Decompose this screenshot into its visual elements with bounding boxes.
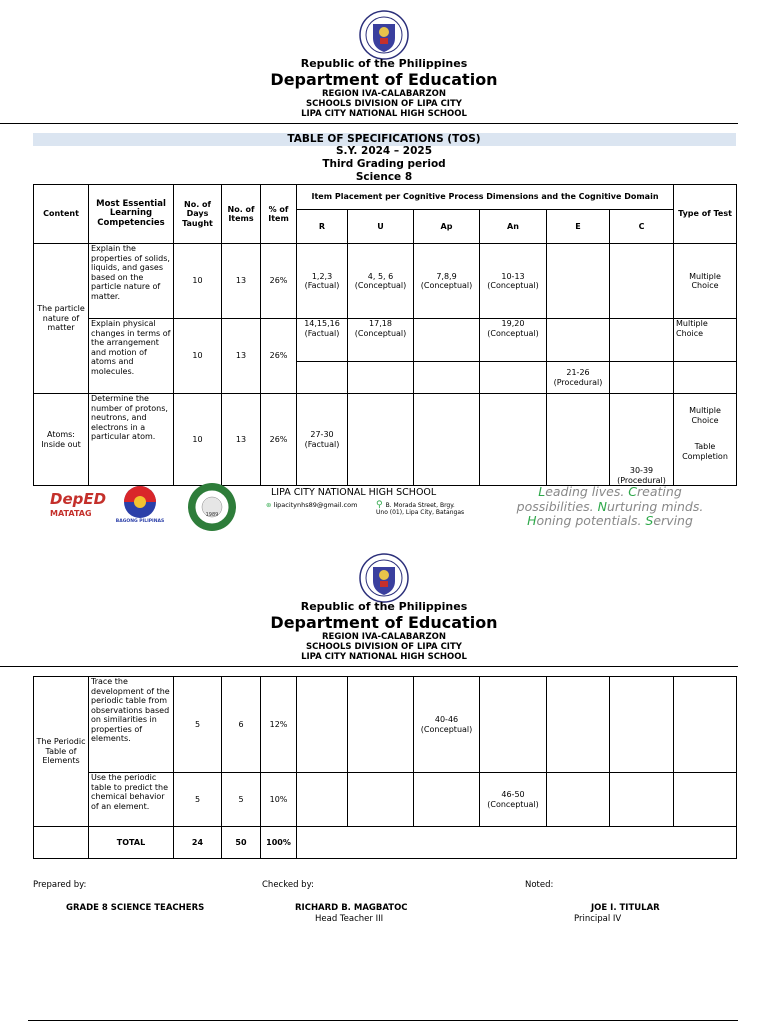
school-line-page2: LIPA CITY NATIONAL HIGH SCHOOL — [301, 652, 467, 662]
melc-row3: Determine the number of protons, neutrons, and electrons in a particular atom. — [89, 394, 174, 486]
e-row2 — [547, 319, 610, 362]
u-row2: 17,18 (Conceptual) — [348, 319, 414, 362]
e-row4 — [547, 677, 610, 773]
header-placement: Item Placement per Cognitive Process Dimensions and the Cognitive Domain — [297, 185, 674, 210]
melc-row2: Explain physical changes in terms of the arrangement and motion of atoms and molecules. — [89, 319, 174, 394]
pct-row3: 26% — [261, 394, 297, 486]
deped-logo: DepED MATATAG — [50, 490, 107, 518]
ap-row4: 40-46 (Conceptual) — [414, 677, 480, 773]
melc-row5: Use the periodic table to predict the chemical behavior of an element. — [89, 773, 174, 827]
type-row4 — [674, 677, 737, 773]
r-row5 — [297, 773, 348, 827]
division-line: SCHOOLS DIVISION OF LIPA CITY — [306, 99, 462, 109]
u-row3 — [348, 394, 414, 486]
school-seal-icon — [182, 482, 242, 532]
an-row4 — [480, 677, 547, 773]
type-row2b — [674, 362, 737, 394]
region-line-page2: REGION IVA-CALABARZON — [322, 632, 446, 642]
r-row2b — [297, 362, 348, 394]
e-row5 — [547, 773, 610, 827]
dim-e: E — [547, 210, 610, 244]
r-row2: 14,15,16 (Factual) — [297, 319, 348, 362]
header-rule — [0, 123, 738, 124]
department-heading: Department of Education — [270, 70, 498, 89]
items-row4: 6 — [222, 677, 261, 773]
c-row2 — [610, 319, 674, 362]
deped-seal-icon — [359, 10, 409, 60]
footer-email — [266, 501, 357, 509]
u-row4 — [348, 677, 414, 773]
school-motto — [510, 485, 710, 529]
region-line: REGION IVA-CALABARZON — [322, 89, 446, 99]
content-atoms-inside-out: Atoms: Inside out — [34, 394, 89, 486]
header-items: No. of Items — [222, 185, 261, 244]
type-row2: Multiple Choice — [674, 319, 737, 362]
e-row3 — [547, 394, 610, 486]
days-row4: 5 — [174, 677, 222, 773]
an-row3 — [480, 394, 547, 486]
ap-row1: 7,8,9 (Conceptual) — [414, 244, 480, 319]
footer-email-text: lipacitynhs89@gmail.com — [273, 501, 358, 509]
header-rule-page2 — [0, 666, 738, 667]
e-row1 — [547, 244, 610, 319]
republic-heading: Republic of the Philippines — [300, 57, 468, 70]
c-row5 — [610, 773, 674, 827]
bottom-rule — [28, 1020, 738, 1021]
an-row5: 46-50 (Conceptual) — [480, 773, 547, 827]
total-label: TOTAL — [89, 827, 174, 859]
c-row2b — [610, 362, 674, 394]
ap-row5 — [414, 773, 480, 827]
checked-title: Head Teacher III — [315, 914, 384, 924]
c-row1 — [610, 244, 674, 319]
r-row3: 27-30 (Factual) — [297, 394, 348, 486]
prepared-name: GRADE 8 SCIENCE TEACHERS — [66, 903, 205, 913]
header-melc: Most Essential Learning Competencies — [89, 185, 174, 244]
ap-row2b — [414, 362, 480, 394]
email-icon: ⊛ — [266, 501, 272, 509]
days-row1: 10 — [174, 244, 222, 319]
motto-line3: Honing potentials. Serving — [527, 513, 693, 528]
items-row1: 13 — [222, 244, 261, 319]
total-items: 50 — [222, 827, 261, 859]
deped-seal-icon-page2 — [359, 553, 409, 603]
footer-address — [376, 502, 466, 516]
pct-row2: 26% — [261, 319, 297, 394]
prepared-label: Prepared by: — [33, 880, 87, 890]
dim-c: C — [610, 210, 674, 244]
dim-u: U — [348, 210, 414, 244]
melc-row4: Trace the development of the periodic table from observations based on similarities in properties of elements. — [89, 677, 174, 773]
checked-label: Checked by: — [262, 880, 314, 890]
total-blank — [34, 827, 89, 859]
motto-line2: possibilities. Nurturing minds. — [516, 498, 704, 514]
items-row3: 13 — [222, 394, 261, 486]
days-row2: 10 — [174, 319, 222, 394]
school-line: LIPA CITY NATIONAL HIGH SCHOOL — [301, 109, 467, 119]
type-row3 — [674, 394, 737, 486]
items-row2: 13 — [222, 319, 261, 394]
items-row5: 5 — [222, 773, 261, 827]
location-pin-icon: ⚲ — [376, 500, 383, 510]
tos-title: TABLE OF SPECIFICATIONS (TOS) — [287, 133, 481, 145]
header-content: Content — [34, 185, 89, 244]
tos-table-page2 — [33, 676, 737, 859]
total-days: 24 — [174, 827, 222, 859]
c-row3: 30-39 (Procedural) — [610, 394, 674, 486]
dim-an: An — [480, 210, 547, 244]
header-days: No. of Days Taught — [174, 185, 222, 244]
subject-line: Science 8 — [355, 171, 413, 183]
noted-title: Principal IV — [574, 914, 622, 924]
e-row2b: 21-26 (Procedural) — [547, 362, 610, 394]
pct-row4: 12% — [261, 677, 297, 773]
motto-line1: Leading lives. Creating — [538, 484, 682, 499]
seal-year: 1989 — [205, 512, 219, 518]
c-row4 — [610, 677, 674, 773]
u-row1: 4, 5, 6 (Conceptual) — [348, 244, 414, 319]
content-periodic-table: The Periodic Table of Elements — [34, 677, 89, 827]
grading-period: Third Grading period — [322, 158, 446, 170]
bagong-pilipinas-label: BAGONG PILIPINAS — [115, 519, 165, 524]
header-type: Type of Test — [674, 185, 737, 244]
pct-row5: 10% — [261, 773, 297, 827]
school-year: S.Y. 2024 – 2025 — [335, 145, 433, 157]
footer-school-name: LIPA CITY NATIONAL HIGH SCHOOL — [271, 487, 437, 498]
footer-address-text: B. Morada Street, Brgy. Uno (01), Lipa City, Batangas — [376, 502, 465, 516]
r-row1: 1,2,3 (Factual) — [297, 244, 348, 319]
total-remaining — [297, 827, 737, 859]
total-pct: 100% — [261, 827, 297, 859]
u-row5 — [348, 773, 414, 827]
department-heading-page2: Department of Education — [270, 613, 498, 632]
r-row4 — [297, 677, 348, 773]
pct-row1: 26% — [261, 244, 297, 319]
an-row1: 10-13 (Conceptual) — [480, 244, 547, 319]
type-row3-multiple: Multiple Choice — [689, 406, 721, 425]
ap-row3 — [414, 394, 480, 486]
matatag-label: MATATAG — [50, 509, 92, 518]
noted-name: JOE I. TITULAR — [591, 903, 660, 913]
type-row3-table: Table Completion — [682, 442, 728, 461]
type-row5 — [674, 773, 737, 827]
tos-table-page1 — [33, 184, 737, 486]
dim-r: R — [297, 210, 348, 244]
republic-heading-page2: Republic of the Philippines — [300, 600, 468, 613]
an-row2: 19,20 (Conceptual) — [480, 319, 547, 362]
days-row3: 10 — [174, 394, 222, 486]
type-row1: Multiple Choice — [674, 244, 737, 319]
melc-row1: Explain the properties of solids, liquids, and gases based on the particle nature of matter. — [89, 244, 174, 319]
header-percent: % of Item — [261, 185, 297, 244]
noted-label: Noted: — [525, 880, 554, 890]
content-particle-nature: The particle nature of matter — [34, 244, 89, 394]
division-line-page2: SCHOOLS DIVISION OF LIPA CITY — [306, 642, 462, 652]
checked-name: RICHARD B. MAGBATOC — [295, 903, 408, 913]
an-row2b — [480, 362, 547, 394]
days-row5: 5 — [174, 773, 222, 827]
ap-row2 — [414, 319, 480, 362]
u-row2b — [348, 362, 414, 394]
dim-ap: Ap — [414, 210, 480, 244]
